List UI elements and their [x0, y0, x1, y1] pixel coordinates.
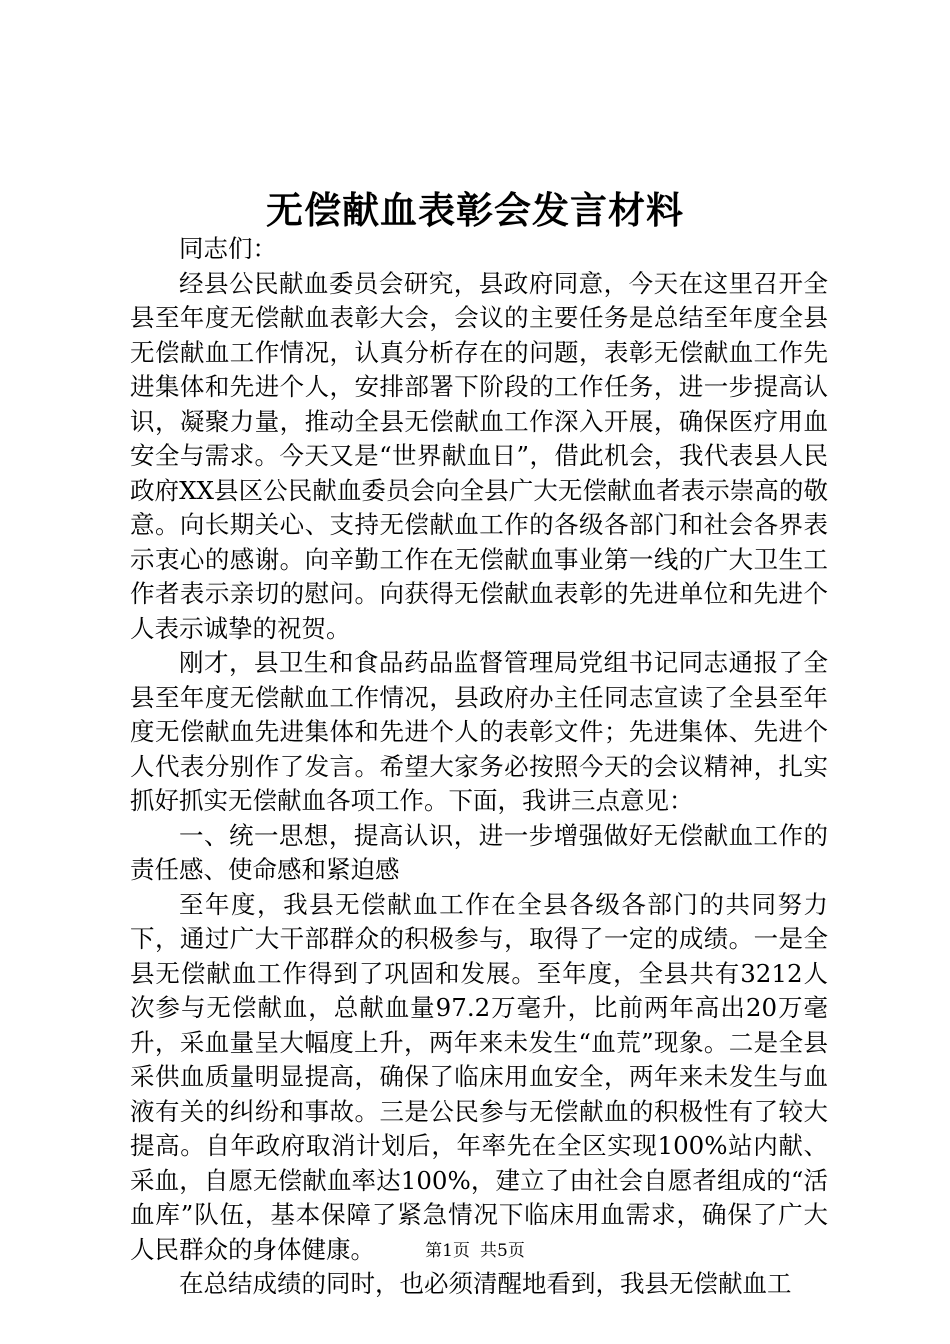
body-paragraph: 至年度，我县无偿献血工作在全县各级各部门的共同努力下，通过广大干部群众的积极参与，取得了一定的成绩。一是全县无偿献血工作得到了巩固和发展。至年度，全县共有3212人次参与无偿献血，总献血量97.2万毫升，比前两年高出20万毫升，采血量呈大幅度上升，两年来未发生“血荒”现象。二是全县采供血质量明显提高，确保了临床用血安全，两年来未发生与血液有关的纠纷和事故。三是公民参与无偿献血的积极性有了较大提高。自年政府取消计划后，年率先在全区实现100%站内献、采血，自愿无偿献血率达100%，建立了由社会自愿者组成的“活血库”队伍，基本保障了紧急情况下临床用血需求，确保了广大人民群众的身体健康。	[130, 889, 828, 1264]
salutation-paragraph: 同志们：	[179, 234, 277, 263]
document-body	[130, 232, 828, 1302]
document-title: 无偿献血表彰会发言材料	[266, 188, 684, 232]
page-number: 第1页	[425, 1241, 470, 1261]
page-footer	[0, 1239, 950, 1263]
body-paragraph: 刚才，县卫生和食品药品监督管理局党组书记同志通报了全县至年度无偿献血工作情况，县政府办主任同志宣读了全县至年度无偿献血先进集体和先进个人的表彰文件；先进集体、先进个人代表分别作了发言。希望大家务必按照今天的会议精神，扎实抓好抓实无偿献血各项工作。下面，我讲三点意见：	[130, 648, 828, 815]
body-paragraph: 经县公民献血委员会研究，县政府同意，今天在这里召开全县至年度无偿献血表彰大会，会议的主要任务是总结至年度全县无偿献血工作情况，认真分析存在的问题，表彰无偿献血工作先进集体和先进个人，安排部署下阶段的工作任务，进一步提高认识，凝聚力量，推动全县无偿献血工作深入开展，确保医疗用血安全与需求。今天又是“世界献血日”，借此机会，我代表县人民政府XX县区公民献血委员会向全县广大无偿献血者表示崇高的敬意。向长期关心、支持无偿献血工作的各级各部门和社会各界表示衷心的感谢。向辛勤工作在无偿献血事业第一线的广大卫生工作者表示亲切的慰问。向获得无偿献血表彰的先进单位和先进个人表示诚挚的祝贺。	[130, 268, 828, 643]
page-total: 共5页	[480, 1241, 525, 1261]
body-paragraph: 在总结成绩的同时，也必须清醒地看到，我县无偿献血工	[179, 1269, 792, 1298]
section-heading: 一、统一思想，提高认识，进一步增强做好无偿献血工作的责任感、使命感和紧迫感	[130, 820, 828, 884]
